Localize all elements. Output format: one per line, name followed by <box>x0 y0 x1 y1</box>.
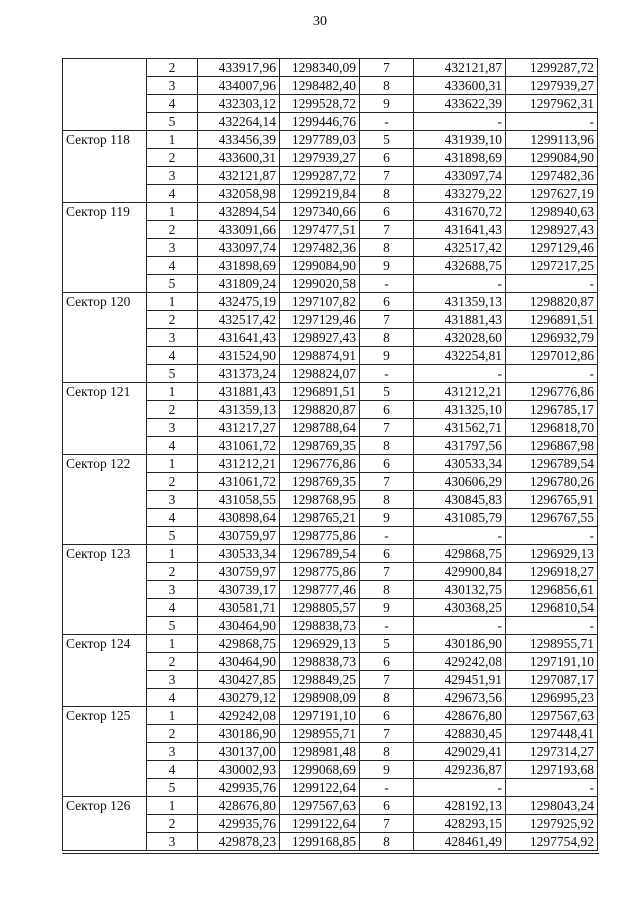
point-number-left: 2 <box>147 815 198 833</box>
y-coordinate-left: 1298981,48 <box>280 743 360 761</box>
point-number-right: 9 <box>360 257 414 275</box>
point-number-right: 7 <box>360 473 414 491</box>
point-number-right: 9 <box>360 599 414 617</box>
point-number-right: 8 <box>360 239 414 257</box>
table-row <box>63 203 598 221</box>
x-coordinate-right: - <box>414 617 506 635</box>
x-coordinate-right: 433622,39 <box>414 95 506 113</box>
point-number-right: 8 <box>360 689 414 707</box>
x-coordinate-left: 434007,96 <box>198 77 280 95</box>
y-coordinate-right: 1297217,25 <box>506 257 598 275</box>
point-number-left: 4 <box>147 347 198 365</box>
y-coordinate-right: 1298940,63 <box>506 203 598 221</box>
x-coordinate-left: 430759,97 <box>198 527 280 545</box>
x-coordinate-left: 430002,93 <box>198 761 280 779</box>
y-coordinate-right: 1297087,17 <box>506 671 598 689</box>
x-coordinate-left: 430464,90 <box>198 653 280 671</box>
point-number-right: 5 <box>360 131 414 149</box>
y-coordinate-left: 1297477,51 <box>280 221 360 239</box>
y-coordinate-right: 1296891,51 <box>506 311 598 329</box>
x-coordinate-left: 431809,24 <box>198 275 280 293</box>
y-coordinate-right: 1296918,27 <box>506 563 598 581</box>
y-coordinate-right: 1297314,27 <box>506 743 598 761</box>
y-coordinate-right: 1297012,86 <box>506 347 598 365</box>
sector-label: Сектор 126 <box>63 797 147 851</box>
y-coordinate-left: 1299168,85 <box>280 833 360 851</box>
point-number-left: 4 <box>147 509 198 527</box>
x-coordinate-right: 431562,71 <box>414 419 506 437</box>
point-number-right: 9 <box>360 347 414 365</box>
x-coordinate-left: 428676,80 <box>198 797 280 815</box>
sector-label: Сектор 125 <box>63 707 147 797</box>
x-coordinate-right: - <box>414 275 506 293</box>
point-number-right: 8 <box>360 437 414 455</box>
point-number-left: 1 <box>147 131 198 149</box>
x-coordinate-left: 432894,54 <box>198 203 280 221</box>
point-number-right: - <box>360 113 414 131</box>
y-coordinate-right: 1297448,41 <box>506 725 598 743</box>
x-coordinate-left: 432264,14 <box>198 113 280 131</box>
y-coordinate-left: 1298775,86 <box>280 527 360 545</box>
x-coordinate-left: 432058,98 <box>198 185 280 203</box>
x-coordinate-right: 432688,75 <box>414 257 506 275</box>
point-number-left: 4 <box>147 761 198 779</box>
point-number-left: 2 <box>147 401 198 419</box>
point-number-right: 6 <box>360 707 414 725</box>
y-coordinate-left: 1299446,76 <box>280 113 360 131</box>
y-coordinate-right: - <box>506 779 598 797</box>
point-number-right: - <box>360 365 414 383</box>
point-number-left: 3 <box>147 743 198 761</box>
x-coordinate-right: 432121,87 <box>414 59 506 77</box>
y-coordinate-right: 1297627,19 <box>506 185 598 203</box>
point-number-right: 6 <box>360 401 414 419</box>
point-number-left: 4 <box>147 257 198 275</box>
x-coordinate-right: 430533,34 <box>414 455 506 473</box>
point-number-right: 7 <box>360 725 414 743</box>
y-coordinate-right: 1297567,63 <box>506 707 598 725</box>
point-number-right: 5 <box>360 383 414 401</box>
point-number-left: 1 <box>147 707 198 725</box>
y-coordinate-right: 1298043,24 <box>506 797 598 815</box>
point-number-right: 8 <box>360 743 414 761</box>
y-coordinate-left: 1296891,51 <box>280 383 360 401</box>
table-row <box>63 131 598 149</box>
y-coordinate-right: 1297191,10 <box>506 653 598 671</box>
x-coordinate-right: 431359,13 <box>414 293 506 311</box>
point-number-right: - <box>360 779 414 797</box>
y-coordinate-left: 1298788,64 <box>280 419 360 437</box>
y-coordinate-right: 1296776,86 <box>506 383 598 401</box>
y-coordinate-left: 1297939,27 <box>280 149 360 167</box>
y-coordinate-right: - <box>506 617 598 635</box>
point-number-left: 1 <box>147 635 198 653</box>
x-coordinate-right: 432028,60 <box>414 329 506 347</box>
y-coordinate-right: 1296765,91 <box>506 491 598 509</box>
x-coordinate-right: 430606,29 <box>414 473 506 491</box>
point-number-left: 5 <box>147 275 198 293</box>
y-coordinate-left: 1296789,54 <box>280 545 360 563</box>
x-coordinate-left: 430739,17 <box>198 581 280 599</box>
sector-label: Сектор 118 <box>63 131 147 203</box>
point-number-left: 3 <box>147 491 198 509</box>
y-coordinate-left: 1296929,13 <box>280 635 360 653</box>
y-coordinate-right: 1297129,46 <box>506 239 598 257</box>
x-coordinate-right: - <box>414 113 506 131</box>
point-number-right: 8 <box>360 185 414 203</box>
table-row <box>63 383 598 401</box>
y-coordinate-right: 1299113,96 <box>506 131 598 149</box>
x-coordinate-left: 430186,90 <box>198 725 280 743</box>
x-coordinate-right: 429451,91 <box>414 671 506 689</box>
point-number-right: 9 <box>360 95 414 113</box>
point-number-left: 1 <box>147 293 198 311</box>
y-coordinate-right: 1298955,71 <box>506 635 598 653</box>
y-coordinate-right: 1296785,17 <box>506 401 598 419</box>
point-number-left: 4 <box>147 95 198 113</box>
sector-label <box>63 59 147 131</box>
y-coordinate-right: 1297482,36 <box>506 167 598 185</box>
page-number: 30 <box>313 14 327 29</box>
point-number-right: 7 <box>360 419 414 437</box>
table-row <box>63 797 598 815</box>
y-coordinate-left: 1299287,72 <box>280 167 360 185</box>
point-number-left: 5 <box>147 779 198 797</box>
x-coordinate-right: 431085,79 <box>414 509 506 527</box>
point-number-right: 7 <box>360 221 414 239</box>
y-coordinate-left: 1298482,40 <box>280 77 360 95</box>
x-coordinate-left: 429242,08 <box>198 707 280 725</box>
table-row <box>63 293 598 311</box>
coordinates-table <box>62 58 598 851</box>
x-coordinate-right: 429029,41 <box>414 743 506 761</box>
x-coordinate-left: 432121,87 <box>198 167 280 185</box>
x-coordinate-left: 430427,85 <box>198 671 280 689</box>
point-number-right: 8 <box>360 77 414 95</box>
point-number-left: 1 <box>147 545 198 563</box>
point-number-right: 9 <box>360 761 414 779</box>
table-row <box>63 707 598 725</box>
x-coordinate-right: 433097,74 <box>414 167 506 185</box>
point-number-left: 3 <box>147 77 198 95</box>
x-coordinate-right: 429242,08 <box>414 653 506 671</box>
x-coordinate-left: 431212,21 <box>198 455 280 473</box>
x-coordinate-right: 431898,69 <box>414 149 506 167</box>
point-number-left: 2 <box>147 221 198 239</box>
x-coordinate-left: 431898,69 <box>198 257 280 275</box>
x-coordinate-left: 433097,74 <box>198 239 280 257</box>
x-coordinate-right: 431670,72 <box>414 203 506 221</box>
point-number-right: 7 <box>360 815 414 833</box>
y-coordinate-right: - <box>506 365 598 383</box>
point-number-right: 7 <box>360 671 414 689</box>
x-coordinate-right: 432517,42 <box>414 239 506 257</box>
x-coordinate-right: 428676,80 <box>414 707 506 725</box>
point-number-left: 5 <box>147 365 198 383</box>
point-number-left: 2 <box>147 311 198 329</box>
x-coordinate-left: 430464,90 <box>198 617 280 635</box>
y-coordinate-right: 1296767,55 <box>506 509 598 527</box>
x-coordinate-left: 430279,12 <box>198 689 280 707</box>
point-number-left: 2 <box>147 149 198 167</box>
x-coordinate-right: 432254,81 <box>414 347 506 365</box>
x-coordinate-left: 431061,72 <box>198 473 280 491</box>
x-coordinate-left: 430533,34 <box>198 545 280 563</box>
x-coordinate-right: 428461,49 <box>414 833 506 851</box>
y-coordinate-left: 1298340,09 <box>280 59 360 77</box>
y-coordinate-left: 1298874,91 <box>280 347 360 365</box>
x-coordinate-right: 429673,56 <box>414 689 506 707</box>
point-number-left: 1 <box>147 203 198 221</box>
y-coordinate-left: 1299020,58 <box>280 275 360 293</box>
point-number-left: 2 <box>147 653 198 671</box>
sector-label: Сектор 122 <box>63 455 147 545</box>
y-coordinate-left: 1299122,64 <box>280 779 360 797</box>
y-coordinate-left: 1298927,43 <box>280 329 360 347</box>
y-coordinate-left: 1299068,69 <box>280 761 360 779</box>
y-coordinate-right: 1296780,26 <box>506 473 598 491</box>
x-coordinate-left: 433456,39 <box>198 131 280 149</box>
y-coordinate-right: - <box>506 275 598 293</box>
x-coordinate-right: 428293,15 <box>414 815 506 833</box>
table-row <box>63 635 598 653</box>
y-coordinate-right: 1297193,68 <box>506 761 598 779</box>
point-number-left: 1 <box>147 383 198 401</box>
x-coordinate-right: 433279,22 <box>414 185 506 203</box>
y-coordinate-left: 1298838,73 <box>280 617 360 635</box>
point-number-left: 3 <box>147 581 198 599</box>
y-coordinate-right: 1299287,72 <box>506 59 598 77</box>
x-coordinate-left: 432303,12 <box>198 95 280 113</box>
point-number-right: 6 <box>360 545 414 563</box>
x-coordinate-left: 429935,76 <box>198 815 280 833</box>
y-coordinate-left: 1297567,63 <box>280 797 360 815</box>
y-coordinate-left: 1298777,46 <box>280 581 360 599</box>
sector-label: Сектор 119 <box>63 203 147 293</box>
point-number-left: 5 <box>147 113 198 131</box>
point-number-right: 5 <box>360 635 414 653</box>
sector-label: Сектор 124 <box>63 635 147 707</box>
y-coordinate-left: 1298765,21 <box>280 509 360 527</box>
y-coordinate-left: 1299122,64 <box>280 815 360 833</box>
x-coordinate-right: 429236,87 <box>414 761 506 779</box>
x-coordinate-right: 430368,25 <box>414 599 506 617</box>
point-number-left: 3 <box>147 419 198 437</box>
x-coordinate-left: 430137,00 <box>198 743 280 761</box>
point-number-left: 2 <box>147 725 198 743</box>
point-number-right: 7 <box>360 59 414 77</box>
table-row <box>63 545 598 563</box>
x-coordinate-right: 429900,84 <box>414 563 506 581</box>
point-number-left: 5 <box>147 617 198 635</box>
y-coordinate-right: 1297754,92 <box>506 833 598 851</box>
x-coordinate-right: 431641,43 <box>414 221 506 239</box>
point-number-left: 4 <box>147 437 198 455</box>
x-coordinate-right: - <box>414 365 506 383</box>
y-coordinate-left: 1297129,46 <box>280 311 360 329</box>
x-coordinate-left: 429868,75 <box>198 635 280 653</box>
y-coordinate-right: 1297925,92 <box>506 815 598 833</box>
point-number-right: 7 <box>360 563 414 581</box>
point-number-left: 3 <box>147 239 198 257</box>
point-number-left: 2 <box>147 563 198 581</box>
x-coordinate-right: 433600,31 <box>414 77 506 95</box>
y-coordinate-left: 1299084,90 <box>280 257 360 275</box>
x-coordinate-left: 429878,23 <box>198 833 280 851</box>
y-coordinate-left: 1298838,73 <box>280 653 360 671</box>
point-number-right: 9 <box>360 509 414 527</box>
x-coordinate-left: 431058,55 <box>198 491 280 509</box>
y-coordinate-right: 1296818,70 <box>506 419 598 437</box>
point-number-right: 7 <box>360 167 414 185</box>
y-coordinate-right: 1296995,23 <box>506 689 598 707</box>
point-number-left: 3 <box>147 329 198 347</box>
sector-label: Сектор 121 <box>63 383 147 455</box>
y-coordinate-left: 1298820,87 <box>280 401 360 419</box>
x-coordinate-right: 431325,10 <box>414 401 506 419</box>
x-coordinate-right: - <box>414 779 506 797</box>
x-coordinate-right: 431212,21 <box>414 383 506 401</box>
x-coordinate-left: 431359,13 <box>198 401 280 419</box>
table-bottom-edge <box>62 853 599 854</box>
point-number-right: 6 <box>360 797 414 815</box>
y-coordinate-left: 1298908,09 <box>280 689 360 707</box>
table-row <box>63 455 598 473</box>
y-coordinate-right: 1296789,54 <box>506 455 598 473</box>
y-coordinate-left: 1297789,03 <box>280 131 360 149</box>
x-coordinate-left: 430898,64 <box>198 509 280 527</box>
point-number-right: 7 <box>360 311 414 329</box>
y-coordinate-left: 1298955,71 <box>280 725 360 743</box>
x-coordinate-left: 431373,24 <box>198 365 280 383</box>
point-number-right: 6 <box>360 653 414 671</box>
point-number-right: 6 <box>360 455 414 473</box>
point-number-right: 6 <box>360 293 414 311</box>
y-coordinate-right: 1296929,13 <box>506 545 598 563</box>
y-coordinate-right: 1296932,79 <box>506 329 598 347</box>
y-coordinate-right: 1298820,87 <box>506 293 598 311</box>
x-coordinate-right: 428830,45 <box>414 725 506 743</box>
y-coordinate-left: 1297482,36 <box>280 239 360 257</box>
y-coordinate-left: 1298805,57 <box>280 599 360 617</box>
point-number-right: 6 <box>360 149 414 167</box>
sector-label: Сектор 120 <box>63 293 147 383</box>
point-number-left: 4 <box>147 599 198 617</box>
point-number-right: 6 <box>360 203 414 221</box>
y-coordinate-left: 1298769,35 <box>280 437 360 455</box>
point-number-left: 4 <box>147 689 198 707</box>
point-number-right: 8 <box>360 491 414 509</box>
point-number-right: - <box>360 617 414 635</box>
x-coordinate-left: 431524,90 <box>198 347 280 365</box>
point-number-left: 3 <box>147 833 198 851</box>
y-coordinate-right: 1296856,61 <box>506 581 598 599</box>
table-row <box>63 59 598 77</box>
y-coordinate-left: 1298768,95 <box>280 491 360 509</box>
x-coordinate-left: 433600,31 <box>198 149 280 167</box>
y-coordinate-left: 1297340,66 <box>280 203 360 221</box>
y-coordinate-right: 1298927,43 <box>506 221 598 239</box>
x-coordinate-right: 431797,56 <box>414 437 506 455</box>
x-coordinate-left: 431881,43 <box>198 383 280 401</box>
y-coordinate-left: 1298824,07 <box>280 365 360 383</box>
y-coordinate-right: 1299084,90 <box>506 149 598 167</box>
x-coordinate-left: 430759,97 <box>198 563 280 581</box>
x-coordinate-right: 430845,83 <box>414 491 506 509</box>
x-coordinate-left: 433917,96 <box>198 59 280 77</box>
x-coordinate-left: 429935,76 <box>198 779 280 797</box>
y-coordinate-left: 1298849,25 <box>280 671 360 689</box>
x-coordinate-right: 430186,90 <box>414 635 506 653</box>
y-coordinate-left: 1298775,86 <box>280 563 360 581</box>
x-coordinate-right: 429868,75 <box>414 545 506 563</box>
x-coordinate-left: 431641,43 <box>198 329 280 347</box>
x-coordinate-right: 430132,75 <box>414 581 506 599</box>
y-coordinate-left: 1297107,82 <box>280 293 360 311</box>
x-coordinate-right: 431939,10 <box>414 131 506 149</box>
point-number-left: 3 <box>147 671 198 689</box>
point-number-right: 8 <box>360 329 414 347</box>
point-number-left: 3 <box>147 167 198 185</box>
x-coordinate-left: 432517,42 <box>198 311 280 329</box>
y-coordinate-left: 1296776,86 <box>280 455 360 473</box>
y-coordinate-left: 1299219,84 <box>280 185 360 203</box>
point-number-left: 5 <box>147 527 198 545</box>
point-number-left: 2 <box>147 473 198 491</box>
x-coordinate-left: 431217,27 <box>198 419 280 437</box>
y-coordinate-right: 1296867,98 <box>506 437 598 455</box>
y-coordinate-right: 1297962,31 <box>506 95 598 113</box>
y-coordinate-left: 1298769,35 <box>280 473 360 491</box>
point-number-right: - <box>360 527 414 545</box>
x-coordinate-left: 432475,19 <box>198 293 280 311</box>
y-coordinate-right: - <box>506 527 598 545</box>
x-coordinate-left: 433091,66 <box>198 221 280 239</box>
x-coordinate-right: 431881,43 <box>414 311 506 329</box>
sector-label: Сектор 123 <box>63 545 147 635</box>
x-coordinate-right: - <box>414 527 506 545</box>
y-coordinate-right: 1297939,27 <box>506 77 598 95</box>
point-number-right: 8 <box>360 581 414 599</box>
point-number-right: 8 <box>360 833 414 851</box>
y-coordinate-right: - <box>506 113 598 131</box>
point-number-left: 4 <box>147 185 198 203</box>
point-number-left: 2 <box>147 59 198 77</box>
x-coordinate-left: 431061,72 <box>198 437 280 455</box>
y-coordinate-right: 1296810,54 <box>506 599 598 617</box>
point-number-right: - <box>360 275 414 293</box>
y-coordinate-left: 1297191,10 <box>280 707 360 725</box>
point-number-left: 1 <box>147 455 198 473</box>
y-coordinate-left: 1299528,72 <box>280 95 360 113</box>
x-coordinate-left: 430581,71 <box>198 599 280 617</box>
point-number-left: 1 <box>147 797 198 815</box>
x-coordinate-right: 428192,13 <box>414 797 506 815</box>
